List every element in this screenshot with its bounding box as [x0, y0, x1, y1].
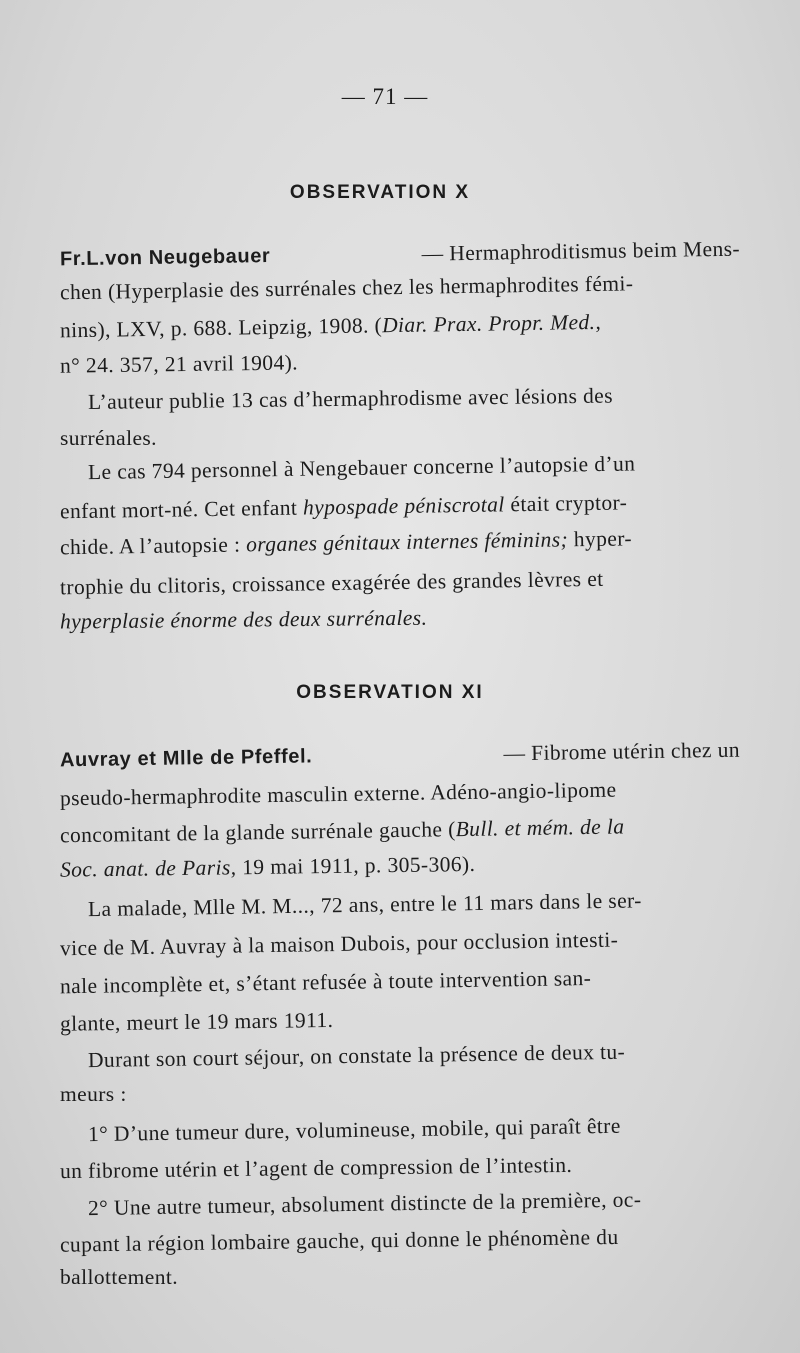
obs10-line-3-italic: Diar. Prax. Propr. Med.,	[381, 309, 602, 338]
obs11-line-4-italic: Soc. anat. de Paris,	[59, 855, 237, 882]
obs10-line-9	[60, 525, 740, 561]
obs11-line-9: Durant son court séjour, on constate la présence de deux tu-	[87, 1039, 626, 1073]
obs11-line-3-italic: Bull. et mém. de la	[455, 814, 625, 842]
obs11-line-3	[60, 813, 740, 849]
obs10-line-6: surrénales.	[60, 426, 157, 450]
obs11-line-1	[60, 738, 740, 774]
obs11-line-10: meurs :	[60, 1082, 127, 1106]
obs10-line-8-italic: hypospade péniscrotal	[302, 492, 505, 520]
obs10-line-3	[60, 308, 740, 344]
obs11-line-6: vice de M. Auvray à la maison Dubois, pour occlusion intesti-	[59, 927, 619, 961]
obs11-line-11: 1° D’une tumeur dure, volumineuse, mobile, qui paraît être	[87, 1113, 621, 1147]
obs10-line-8-text: enfant mort-né. Cet enfant	[59, 495, 304, 524]
obs10-line-8-end: était cryptor-	[504, 490, 628, 517]
obs11-line-7: nale incomplète et, s’étant refusée à toute intervention san-	[59, 965, 592, 999]
page-number: — 71 —	[341, 84, 429, 109]
obs11-line-8: glante, meurt le 19 mars 1911.	[59, 1007, 334, 1036]
obs10-line-8	[60, 489, 740, 525]
obs10-line-5: L’auteur publie 13 cas d’hermaphrodisme avec lésions des	[87, 383, 614, 414]
obs11-line-12: un fibrome utérin et l’agent de compression de l’intestin.	[59, 1152, 573, 1184]
obs10-line-9-italic: organes génitaux internes féminins;	[245, 527, 569, 557]
obs10-line-3-text: nins), LXV, p. 688. Leipzig, 1908. (	[59, 313, 383, 343]
obs10-author: Fr.L.von Neugebauer	[59, 245, 271, 271]
obs10-line-11	[60, 602, 740, 635]
obs11-line-15: ballottement.	[60, 1265, 179, 1289]
obs10-line-10: trophie du clitoris, croissance exagérée des grandes lèvres et	[59, 566, 604, 600]
obs11-line-4	[60, 848, 740, 883]
obs11-line-4-text: 19 mai 1911, p. 305-306).	[236, 851, 476, 880]
obs11-line-5: La malade, Mlle M. M..., 72 ans, entre le 11 mars dans le ser-	[87, 888, 642, 922]
obs10-line-4: n° 24. 357, 21 avril 1904).	[59, 350, 299, 378]
obs11-line-3-text: concomitant de la glande surrénale gauche (	[59, 817, 456, 848]
obs10-line-9-end: hyper-	[567, 526, 633, 552]
obs10-line-7: Le cas 794 personnel à Nengebauer concerne l’autopsie d’un	[87, 451, 636, 485]
observation-xi-title: OBSERVATION XI	[296, 682, 484, 703]
obs10-line-11-italic: hyperplasie énorme des deux surrénales.	[59, 605, 428, 634]
obs11-line-1-text: — Fibrome utérin chez un	[497, 737, 741, 766]
obs10-line-1	[60, 237, 740, 273]
obs11-line-14: cupant la région lombaire gauche, qui donne le phénomène du	[59, 1224, 619, 1257]
obs10-line-2: chen (Hyperplasie des surrénales chez les hermaphrodites fémi-	[59, 271, 634, 305]
obs11-author: Auvray et Mlle de Pfeffel.	[59, 745, 313, 772]
obs11-line-13: 2° Une autre tumeur, absolument distincte de la première, oc-	[87, 1187, 642, 1221]
observation-x-title: OBSERVATION X	[289, 182, 471, 203]
obs10-line-9-text: chide. A l’autopsie :	[59, 532, 247, 560]
obs11-line-2: pseudo-hermaphrodite masculin externe. Adéno-angio-lipome	[59, 777, 617, 811]
obs10-line-1-text: — Hermaphroditismus beim Mens-	[415, 236, 741, 266]
